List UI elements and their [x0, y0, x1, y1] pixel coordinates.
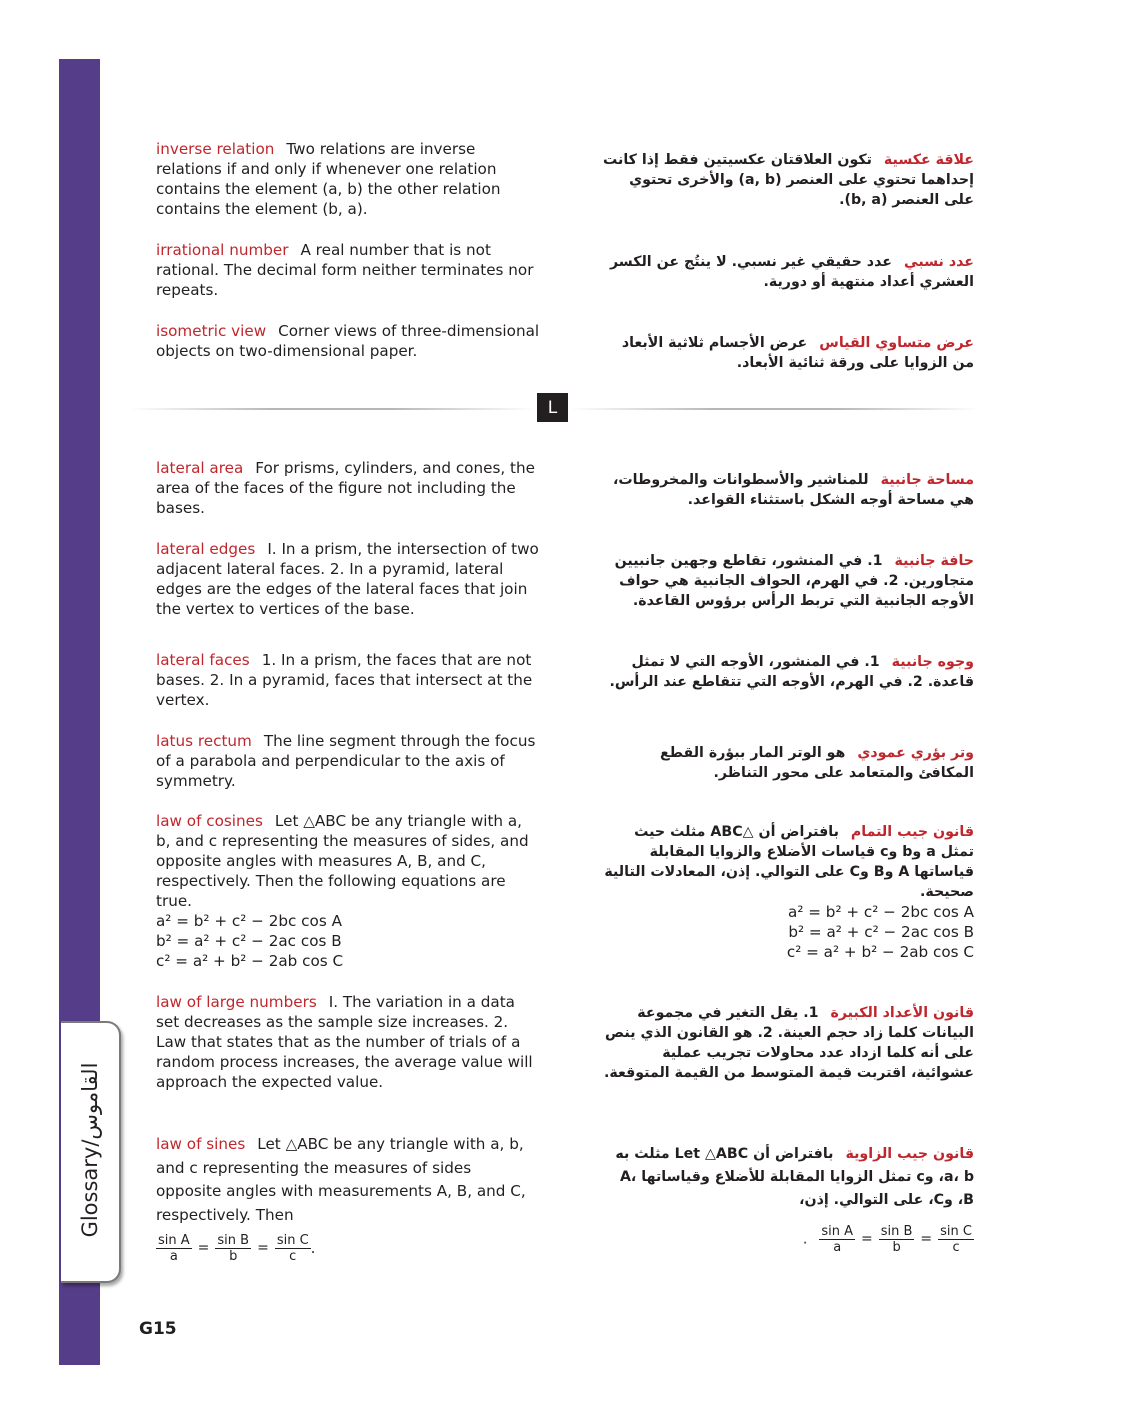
term-label-ar: قانون جيب التمام [850, 824, 974, 840]
definition-text: 1. In a prism, the faces that are not bases. 2. In a pyramid, faces that intersect at the vertex. [156, 651, 533, 709]
entry-lateral-area [156, 458, 541, 518]
definition-text-ar: عرض الأجسام ثلاثية الأبعاد من الزوايا على ورقة ثنائية الأبعاد. [621, 335, 974, 371]
fraction-sin-a: $\frac{\text{sin A}}{a}$ [158, 1233, 190, 1264]
definition-text-ar: 1. يقل التغير في مجموعة البيانات كلما زاد حجم العينة. 2. هو القانون الذي ينص على أنه كلما ازداد عدد محاولات تجريب عملية عشوائية، اقتربت قيمة المتوسط من القيمة المتوقعة. [603, 1005, 974, 1081]
definition-text-ar: 1. في المنشور، الأوجه التي لا تمثل قاعدة. 2. في الهرم، الأوجه التي تتقاطع عند الرأس. [609, 654, 974, 690]
entry-lateral-area-ar [600, 470, 974, 510]
term-label-ar: عدد نسبي [903, 254, 974, 270]
cosine-equation-b: b² = a² + c² − 2ac cos B [156, 932, 342, 950]
term-label-ar: قانون الأعداد الكبيرة [830, 1005, 974, 1021]
term-label: law of cosines [156, 812, 263, 830]
term-label-ar: علاقة عكسية [883, 152, 974, 168]
entry-law-of-sines [156, 1133, 541, 1264]
term-label: lateral faces [156, 651, 250, 669]
term-label-ar: عرض متساوي القياس [819, 335, 974, 351]
term-label-ar: وتر بؤري عمودي [857, 745, 974, 761]
glossary-tab[interactable] [61, 1021, 121, 1283]
term-label: irrational number [156, 241, 289, 259]
entry-law-of-sines-ar [600, 1143, 974, 1255]
entry-inverse-relation-ar [600, 150, 974, 210]
section-divider-right [570, 408, 980, 410]
definition-text: Let △ABC be any triangle with a, b, and c representing the measures of sides opposite angles with measurements A, B, and C, respectively. Then [156, 1135, 526, 1224]
definition-text: Two relations are inverse relations if and only if whenever one relation contains the element (a, b) the other relation contains the element (b, a). [156, 140, 501, 218]
term-label-ar: مساحة جانبية [880, 472, 974, 488]
term-label: inverse relation [156, 140, 275, 158]
term-label: lateral edges [156, 540, 256, 558]
entry-irrational-number-ar [600, 252, 974, 292]
cosine-equation-c-ar: c² = a² + b² − 2ab cos C [786, 943, 974, 961]
entry-lateral-faces-ar [600, 652, 974, 692]
entry-lateral-faces [156, 650, 541, 710]
cosine-equation-a-ar: a² = b² + c² − 2bc cos A [788, 903, 974, 921]
section-letter-badge: L [537, 393, 568, 422]
fraction-sin-c: $\frac{\text{sin C}}{c}$ [276, 1233, 309, 1264]
definition-text: A real number that is not rational. The decimal form neither terminates nor repeats. [156, 241, 534, 299]
entry-lateral-edges-ar [600, 551, 974, 611]
term-label-ar: حافة جانبية [894, 553, 974, 569]
entry-isometric-view-ar [600, 333, 974, 373]
entry-lateral-edges [156, 539, 541, 619]
cosine-equation-a: a² = b² + c² − 2bc cos A [156, 912, 342, 930]
definition-text-ar: عدد حقيقي غير نسبي. لا ينتُج عن الكسر العشري أعداد منتهية أو دورية. [609, 254, 974, 290]
definition-text: For prisms, cylinders, and cones, the area of the faces of the figure not including the bases. [156, 459, 535, 517]
definition-text-ar: بافتراض أن Let △ABC مثلث به a، b، وc تمثل الزوايا المقابلة للأضلاع وقياساتها A، B، وC، على التوالي. إذن، [615, 1146, 974, 1208]
term-label: law of large numbers [156, 993, 317, 1011]
fraction-sin-b-ar: $\frac{\text{sin B}}{b}$ [880, 1224, 913, 1255]
section-divider-left [130, 408, 535, 410]
sine-ratio-formula: $\frac{\text{sin A}}{a}$ = $\frac{\text{sin B}}{b}$ = $\frac{\text{sin C}}{c}$ . [158, 1233, 316, 1264]
glossary-tab-label: Glossary/القاموس [78, 1062, 102, 1238]
definition-text-ar: 1. في المنشور، تقاطع وجهين جانبيين متجاورين. 2. في الهرم، الحواف الجانبية هي حواف الأوجه الجانبية التي تربط الرأس برؤوس القاعدة. [614, 553, 974, 609]
entry-irrational-number [156, 240, 541, 300]
fraction-sin-b: $\frac{\text{sin B}}{b}$ [217, 1233, 250, 1264]
definition-text-ar: بافتراض أن △ABC مثلث حيث تمثل a وb وc قياسات الأضلاع والزوايا المقابلة قياساتها A وB وC على التوالي. إذن، المعادلات التالية صحيحة. [604, 824, 974, 900]
entry-law-of-large-numbers-ar [600, 1003, 974, 1083]
definition-text-ar: تكون العلاقتان عكسيتين فقط إذا كانت إحداهما تحتوي على العنصر (a, b) والأخرى تحتوي على العنصر (b, a). [603, 152, 974, 208]
term-label: latus rectum [156, 732, 252, 750]
definition-text-ar: هو الوتر المار ببؤرة القطع المكافئ والمتعامد على محور التناظر. [659, 745, 974, 781]
definition-text: The line segment through the focus of a parabola and perpendicular to the axis of symmetry. [156, 732, 536, 790]
entry-inverse-relation [156, 139, 541, 219]
entry-isometric-view [156, 321, 541, 361]
entry-latus-rectum-ar [600, 743, 974, 783]
term-label-ar: قانون جيب الزاوية [845, 1146, 974, 1162]
term-label: isometric view [156, 322, 267, 340]
definition-text: I. The variation in a data set decreases as the sample size increases. 2. Law that states that as the number of trials of a random process increases, the average value will approach the expected value. [156, 993, 533, 1091]
term-label: lateral area [156, 459, 244, 477]
definition-text: I. In a prism, the intersection of two adjacent lateral faces. 2. In a pyramid, lateral edges are the edges of the lateral faces that join the vertex to vertices of the base. [156, 540, 539, 618]
entry-law-of-large-numbers [156, 992, 541, 1092]
fraction-sin-a-ar: $\frac{\text{sin A}}{a}$ [821, 1224, 853, 1255]
term-label: law of sines [156, 1135, 246, 1153]
term-label-ar: وجوه جانبية [891, 654, 974, 670]
entry-law-of-cosines-ar [600, 822, 974, 962]
definition-text-ar: للمناشير والأسطوانات والمخروطات، هي مساحة أوجه الشكل باستثناء القواعد. [612, 472, 974, 508]
cosine-equation-b-ar: b² = a² + c² − 2ac cos B [788, 923, 974, 941]
cosine-equation-c: c² = a² + b² − 2ab cos C [156, 952, 344, 970]
fraction-sin-c-ar: $\frac{\text{sin C}}{c}$ [940, 1224, 972, 1255]
definition-text: Corner views of three-dimensional objects on two-dimensional paper. [156, 322, 540, 360]
entry-law-of-cosines [156, 811, 541, 971]
entry-latus-rectum [156, 731, 541, 791]
definition-text: Let △ABC be any triangle with a, b, and c representing the measures of sides, and opposite angles with measures A, B, and C, respectively. Then the following equations are true. [156, 812, 529, 910]
sine-ratio-formula-ar: . $\frac{\text{sin A}}{a}$ = $\frac{\text{sin B}}{b}$ = $\frac{\text{sin C}}{c}$ [802, 1224, 972, 1255]
page-number: G15 [139, 1319, 177, 1339]
